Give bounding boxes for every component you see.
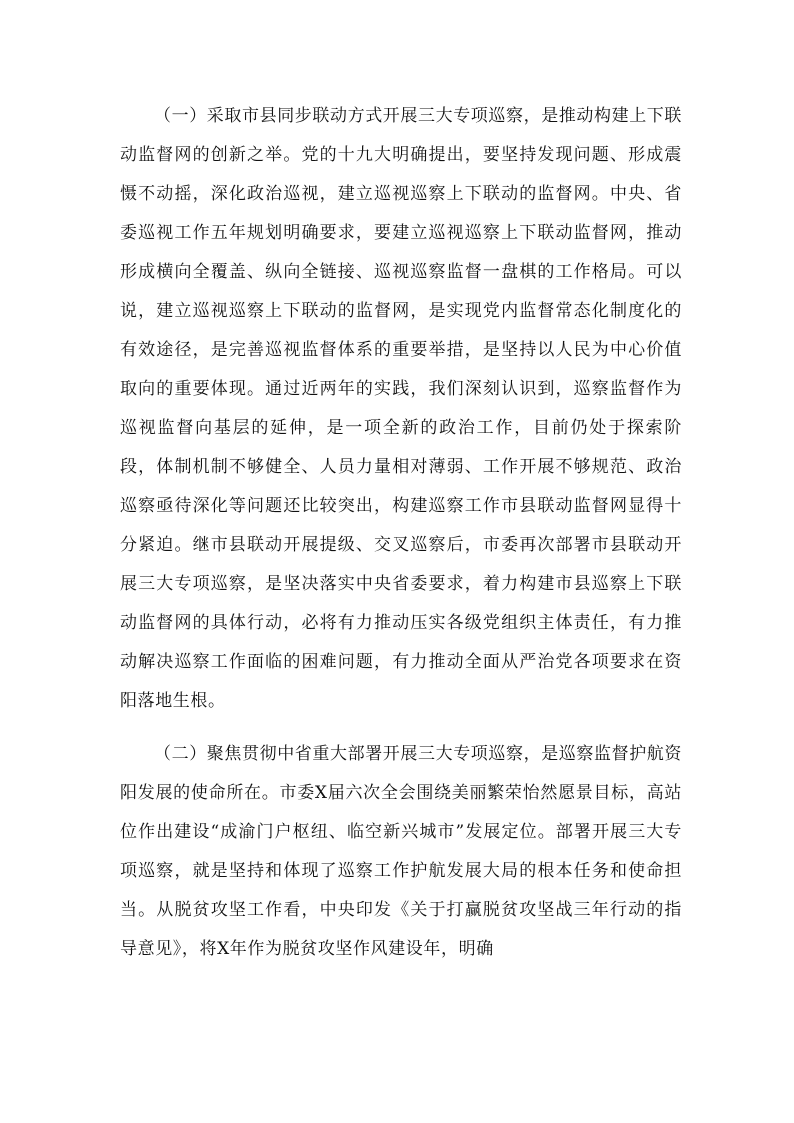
paragraph-2: （二）聚焦贯彻中省重大部署开展三大专项巡察，是巡察监督护航资阳发展的使命所在。市委X届六次全会围绕美丽繁荣怡然愿景目标，高站位作出建设“成渝门户枢纽、临空新兴城市”发展定位。部署开展三大专项巡察，就是坚持和体现了巡察工作护航发展大局的根本任务和使命担当。从脱贫攻坚工作看，中央印发《关于打赢脱贫攻坚战三年行动的指导意见》，将X年作为脱贫攻坚作风建设年，明确 (120, 744, 682, 959)
paragraph-1: （一）采取市县同步联动方式开展三大专项巡察，是推动构建上下联动监督网的创新之举。党的十九大明确提出，要坚持发现问题、形成震慑不动摇，深化政治巡视，建立巡视巡察上下联动的监督网。中央、省委巡视工作五年规划明确要求，要建立巡视巡察上下联动监督网，推动形成横向全覆盖、纵向全链接、巡视巡察监督一盘棋的工作格局。可以说，建立巡视巡察上下联动的监督网，是实现党内监督常态化制度化的有效途径，是完善巡视监督体系的重要举措，是坚持以人民为中心价值取向的重要体现。通过近两年的实践，我们深刻认识到，巡察监督作为巡视监督向基层的延伸，是一项全新的政治工作，目前仍处于探索阶段，体制机制不够健全、人员力量相对薄弱、工作开展不够规范、政治巡察亟待深化等问题还比较突出，构建巡察工作市县联动监督网显得十分紧迫。继市县联动开展提级、交叉巡察后，市委再次部署市县联动开展三大专项巡察，是坚决落实中央省委要求，着力构建市县巡察上下联动监督网的具体行动，必将有力推动压实各级党组织主体责任，有力推动解决巡察工作面临的困难问题，有力推动全面从严治党各项要求在资阳落地生根。 (120, 106, 682, 711)
document-body (120, 97, 682, 969)
